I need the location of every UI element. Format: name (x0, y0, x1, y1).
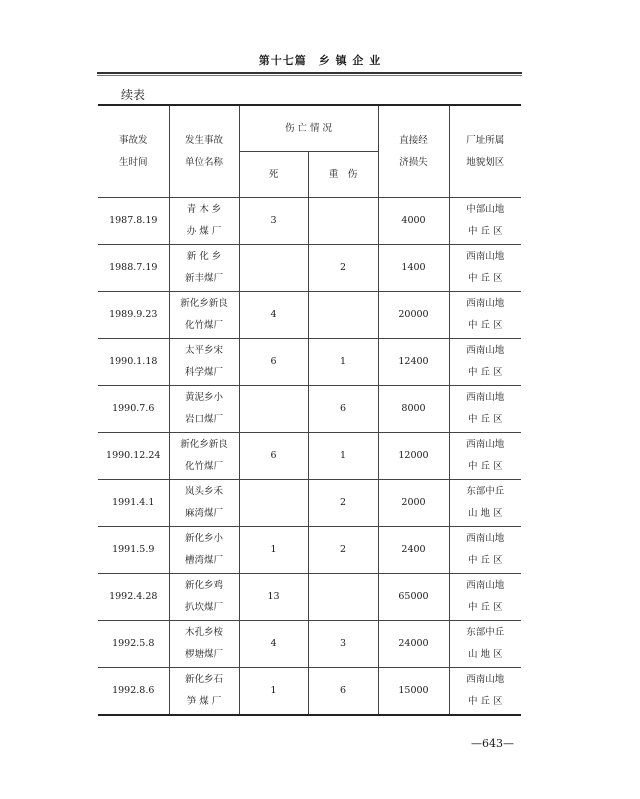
cell-injuries: 1 (308, 433, 378, 480)
table-row (98, 527, 521, 574)
cell-region-line: 西南山地 (466, 298, 505, 309)
cell-region-line: 西南山地 (466, 439, 505, 450)
header-region (449, 105, 521, 198)
cell-loss: 1400 (378, 245, 449, 292)
cell-region-line: 西南山地 (466, 345, 505, 356)
cell-injuries (308, 198, 378, 245)
cell-region-line: 中 丘 区 (467, 602, 503, 613)
cell-region-line: 中部山地 (466, 204, 505, 215)
header-loss (378, 105, 449, 198)
cell-loss: 24000 (378, 621, 449, 668)
cell-region-line: 东部中丘 (466, 627, 505, 638)
cell-region-line: 东部中丘 (466, 486, 505, 497)
cell-unit (169, 621, 239, 668)
cell-region-line: 西南山地 (466, 580, 505, 591)
cell-deaths: 6 (239, 433, 308, 480)
cell-unit-line: 槽湾煤厂 (184, 555, 223, 566)
table-row (98, 480, 521, 527)
cell-unit-line: 新化乡石 (184, 674, 223, 685)
cell-region (449, 198, 521, 245)
cell-region (449, 574, 521, 621)
cell-unit-line: 办 煤 厂 (186, 226, 222, 237)
cell-date: 1987.8.19 (98, 198, 169, 245)
cell-date: 1992.8.6 (98, 668, 169, 716)
cell-date: 1990.1.18 (98, 339, 169, 386)
cell-injuries: 3 (308, 621, 378, 668)
cell-region-line: 山 地 区 (467, 508, 503, 519)
cell-unit-line: 新化乡新良 (180, 439, 228, 450)
header-unit (169, 105, 239, 198)
cell-unit-line: 新化乡新良 (180, 298, 228, 309)
table-row (98, 433, 521, 480)
table-row (98, 621, 521, 668)
cell-unit (169, 292, 239, 339)
cell-unit-line: 麻湾煤厂 (184, 508, 223, 519)
cell-injuries: 2 (308, 480, 378, 527)
cell-unit-line: 黄泥乡小 (184, 392, 223, 403)
cell-unit (169, 245, 239, 292)
cell-deaths (239, 480, 308, 527)
header-deaths: 死 (239, 152, 308, 198)
cell-injuries: 6 (308, 668, 378, 716)
cell-date: 1989.9.23 (98, 292, 169, 339)
cell-unit-line: 化竹煤厂 (184, 320, 223, 331)
cell-injuries (308, 574, 378, 621)
cell-loss: 2400 (378, 527, 449, 574)
header-unit-line2: 单位名称 (184, 156, 223, 168)
cell-date: 1992.4.28 (98, 574, 169, 621)
cell-unit (169, 668, 239, 716)
table-row (98, 339, 521, 386)
cell-region-line: 中 丘 区 (467, 461, 503, 472)
table-row (98, 386, 521, 433)
cell-unit-line: 青 木 乡 (186, 204, 222, 215)
cell-loss: 20000 (378, 292, 449, 339)
cell-injuries: 2 (308, 245, 378, 292)
cell-date: 1988.7.19 (98, 245, 169, 292)
cell-unit-line: 扒坎煤厂 (184, 602, 223, 613)
table-row (98, 245, 521, 292)
cell-region (449, 480, 521, 527)
cell-unit-line: 太平乡宋 (184, 345, 223, 356)
cell-unit (169, 386, 239, 433)
cell-deaths (239, 386, 308, 433)
cell-deaths (239, 245, 308, 292)
cell-unit (169, 339, 239, 386)
cell-region (449, 621, 521, 668)
cell-loss: 65000 (378, 574, 449, 621)
cell-injuries: 2 (308, 527, 378, 574)
cell-injuries (308, 292, 378, 339)
cell-region-line: 中 丘 区 (467, 414, 503, 425)
cell-unit (169, 527, 239, 574)
cell-region-line: 西南山地 (466, 533, 505, 544)
cell-region-line: 中 丘 区 (467, 273, 503, 284)
cell-region-line: 中 丘 区 (467, 226, 503, 237)
cell-unit (169, 198, 239, 245)
cell-region (449, 339, 521, 386)
cell-deaths: 3 (239, 198, 308, 245)
cell-unit (169, 433, 239, 480)
page-number: —643— (471, 737, 514, 750)
cell-date: 1990.12.24 (98, 433, 169, 480)
cell-loss: 2000 (378, 480, 449, 527)
header-rule-thin (97, 75, 522, 76)
cell-unit-line: 木孔乡桉 (184, 627, 223, 638)
cell-deaths: 13 (239, 574, 308, 621)
table-row (98, 292, 521, 339)
cell-loss: 8000 (378, 386, 449, 433)
cell-region-line: 中 丘 区 (467, 555, 503, 566)
cell-unit-line: 新 化 乡 (186, 251, 222, 262)
cell-region-line: 西南山地 (466, 674, 505, 685)
cell-region (449, 245, 521, 292)
header-loss-line1: 直接经 (399, 134, 428, 146)
header-rule (97, 72, 522, 74)
cell-loss: 12000 (378, 433, 449, 480)
table-row (98, 574, 521, 621)
cell-deaths: 4 (239, 292, 308, 339)
cell-deaths: 4 (239, 621, 308, 668)
header-loss-line2: 济损失 (399, 156, 428, 168)
cell-region-line: 西南山地 (466, 392, 505, 403)
cell-loss: 15000 (378, 668, 449, 716)
cell-unit-line: 新丰煤厂 (184, 273, 223, 284)
cell-unit-line: 化竹煤厂 (184, 461, 223, 472)
cell-unit-line: 新化乡小 (184, 533, 223, 544)
table-row (98, 198, 521, 245)
table-row (98, 668, 521, 716)
cell-unit (169, 574, 239, 621)
header-date-line1: 事故发 (118, 134, 148, 146)
cell-region (449, 433, 521, 480)
cell-date: 1990.7.6 (98, 386, 169, 433)
cell-deaths: 6 (239, 339, 308, 386)
cell-unit-line: 笋 煤 厂 (186, 696, 222, 707)
cell-deaths: 1 (239, 527, 308, 574)
cell-unit-line: 科学煤厂 (184, 367, 223, 378)
cell-loss: 12400 (378, 339, 449, 386)
cell-date: 1991.5.9 (98, 527, 169, 574)
cell-region-line: 中 丘 区 (467, 367, 503, 378)
cell-region-line: 中 丘 区 (467, 320, 503, 331)
header-region-line1: 厂址所属 (466, 134, 505, 146)
cell-loss: 4000 (378, 198, 449, 245)
cell-injuries: 1 (308, 339, 378, 386)
running-head: 第十七篇 乡 镇 企 业 (258, 54, 382, 67)
cell-region (449, 527, 521, 574)
cell-date: 1991.4.1 (98, 480, 169, 527)
cell-unit (169, 480, 239, 527)
header-region-line2: 地貌划区 (466, 156, 505, 168)
cell-region (449, 292, 521, 339)
continued-label: 续表 (121, 88, 146, 102)
cell-region (449, 668, 521, 716)
cell-region-line: 山 地 区 (467, 649, 503, 660)
cell-unit-line: 岚头乡禾 (184, 486, 223, 497)
header-unit-line1: 发生事故 (184, 134, 223, 146)
cell-region-line: 中 丘 区 (467, 696, 503, 707)
cell-region (449, 386, 521, 433)
cell-unit-line: 椤塘煤厂 (184, 649, 223, 660)
cell-region-line: 西南山地 (466, 251, 505, 262)
cell-unit-line: 岩口煤厂 (184, 414, 223, 425)
header-date (98, 105, 169, 198)
cell-deaths: 1 (239, 668, 308, 716)
accident-table (98, 104, 521, 716)
cell-unit-line: 新化乡鸡 (184, 580, 223, 591)
header-date-line2: 生时间 (118, 156, 148, 168)
cell-injuries: 6 (308, 386, 378, 433)
header-serious-injuries: 重 伤 (308, 152, 378, 198)
header-casualties: 伤 亡 情 况 (239, 105, 378, 152)
cell-date: 1992.5.8 (98, 621, 169, 668)
